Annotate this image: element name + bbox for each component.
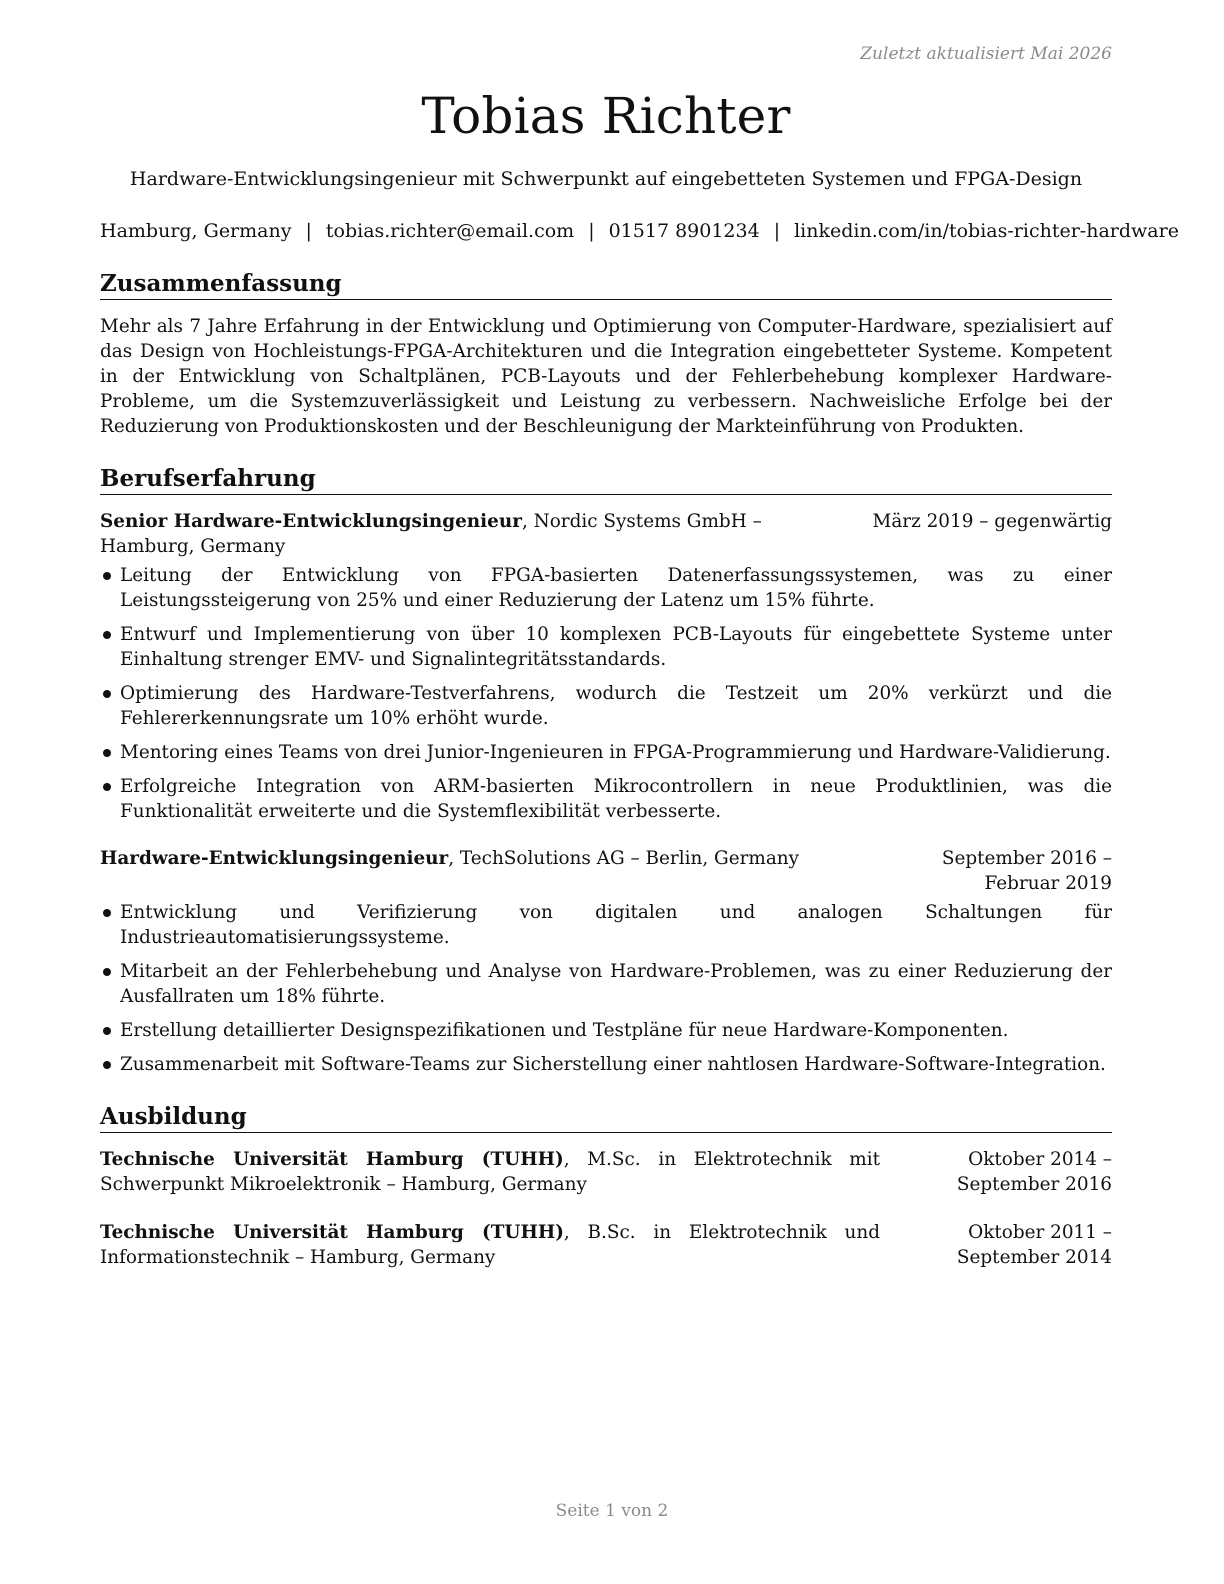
job-bullet-text: Erstellung detaillierter Designspezifikationen und Testpläne für neue Hardware-Komponenten. xyxy=(120,1020,1009,1041)
job-bullet-text: Entwurf und Implementierung von über 10 komplexen PCB-Layouts für eingebettete Systeme unter Einhaltung strenger EMV- und Signalintegritätsstandards. xyxy=(120,624,1112,670)
bullet-icon xyxy=(103,783,111,791)
bullet-icon xyxy=(103,909,111,917)
education-description xyxy=(100,1220,880,1270)
contact-phone[interactable]: 01517 8901234 xyxy=(608,220,760,242)
education-school: Technische Universität Hamburg (TUHH) xyxy=(100,1149,564,1170)
job-title-line xyxy=(100,846,852,871)
contact-location: Hamburg, Germany xyxy=(100,220,292,242)
contact-separator: | xyxy=(305,220,312,242)
job-bullet xyxy=(100,959,1112,1009)
candidate-name: Tobias Richter xyxy=(421,87,791,145)
education-entry xyxy=(100,1147,1112,1197)
education-school: Technische Universität Hamburg (TUHH) xyxy=(100,1222,564,1243)
job-header xyxy=(100,846,1112,896)
job-bullet-text: Leitung der Entwicklung von FPGA-basierten Datenerfassungssystemen, was zu einer Leistungssteigerung von 25% und einer Reduzierung der Latenz um 15% führte. xyxy=(120,565,1112,611)
job-bullet-text: Zusammenarbeit mit Software-Teams zur Sicherstellung einer nahtlosen Hardware-Software-Integration. xyxy=(120,1054,1106,1075)
section-title-education: Ausbildung xyxy=(100,1103,1112,1133)
job-company: , Nordic Systems GmbH – Hamburg, Germany xyxy=(100,511,762,557)
job-bullet-text: Mitarbeit an der Fehlerbehebung und Analyse von Hardware-Problemen, was zu einer Reduzierung der Ausfallraten um 18% führte. xyxy=(120,961,1112,1007)
bullet-icon xyxy=(103,1027,111,1035)
job-dates: September 2016 – Februar 2019 xyxy=(941,848,1112,894)
job-bullet xyxy=(100,1052,1112,1077)
job-bullet xyxy=(100,622,1112,672)
bullet-icon xyxy=(103,749,111,757)
job-bullet xyxy=(100,1018,1112,1043)
summary-text: Mehr als 7 Jahre Erfahrung in der Entwicklung und Optimierung von Computer-Hardware, spezialisiert auf das Design von Hochleistungs-FPGA-Architekturen und die Integration eingebetteter Systeme. Kompetent in der Entwicklung von Schaltplänen, PCB-Layouts und der Fehlerbehebung komplexer Hardware-Probleme, um die Systemzuverlässigkeit und Leistung zu verbessern. Nachweisliche Erfolge bei der Reduzierung von Produktionskosten und der Beschleunigung der Markteinführung von Produkten. xyxy=(100,316,1112,437)
job-company: , TechSolutions AG – Berlin, Germany xyxy=(448,848,800,869)
bullet-icon xyxy=(103,1061,111,1069)
contact-separator: | xyxy=(588,220,595,242)
contact-separator: | xyxy=(773,220,781,242)
job-role: Senior Hardware-Entwicklungsingenieur xyxy=(100,511,522,532)
education-dates: Oktober 2011 – September 2014 xyxy=(956,1222,1112,1268)
job-bullet-list xyxy=(100,563,1112,824)
job-bullet xyxy=(100,563,1112,613)
section-title-summary: Zusammenfassung xyxy=(100,270,1112,300)
job-bullet xyxy=(100,900,1112,950)
section-title-experience: Berufserfahrung xyxy=(100,465,1112,495)
job-bullet-text: Mentoring eines Teams von drei Junior-Ingenieuren in FPGA-Programmierung und Hardware-Validierung. xyxy=(120,742,1111,763)
bullet-icon xyxy=(103,968,111,976)
job-bullet-text: Optimierung des Hardware-Testverfahrens, wodurch die Testzeit um 20% verkürzt und die Fehlererkennungsrate um 10% erhöht wurde. xyxy=(120,683,1112,729)
bullet-icon xyxy=(103,572,111,580)
job-dates: März 2019 – gegenwärtig xyxy=(872,511,1112,532)
bullet-icon xyxy=(103,690,111,698)
education-description xyxy=(100,1147,880,1197)
education-degree: , B.Sc. in Elektrotechnik und Informationstechnik – Hamburg, Germany xyxy=(100,1222,880,1268)
headline: Hardware-Entwicklungsingenieur mit Schwerpunkt auf eingebetteten Systemen und FPGA-Design xyxy=(129,168,1083,190)
education-degree: , M.Sc. in Elektrotechnik mit Schwerpunkt Mikroelektronik – Hamburg, Germany xyxy=(100,1149,881,1195)
job-bullet xyxy=(100,681,1112,731)
contact-linkedin[interactable]: linkedin.com/in/tobias-richter-hardware xyxy=(794,220,1179,242)
education-dates: Oktober 2014 – September 2016 xyxy=(956,1149,1112,1195)
job-role: Hardware-Entwicklungsingenieur xyxy=(100,848,449,869)
contact-line xyxy=(100,218,1179,244)
job-bullet-list xyxy=(100,900,1112,1077)
job-bullet xyxy=(100,740,1112,765)
contact-email[interactable]: tobias.richter@email.com xyxy=(325,220,575,242)
page-number: Seite 1 von 2 xyxy=(555,1501,669,1521)
last-updated-note: Zuletzt aktualisiert Mai 2026 xyxy=(860,44,1112,64)
job-header xyxy=(100,509,1112,559)
job-bullet-text: Entwicklung und Verifizierung von digitalen und analogen Schaltungen für Industrieautomatisierungssysteme. xyxy=(120,902,1112,948)
job-title-line xyxy=(100,509,852,559)
job-bullet xyxy=(100,774,1112,824)
job-bullet-text: Erfolgreiche Integration von ARM-basierten Mikrocontrollern in neue Produktlinien, was die Funktionalität erweiterte und die Systemflexibilität verbesserte. xyxy=(120,776,1112,822)
bullet-icon xyxy=(103,631,111,639)
education-entry xyxy=(100,1220,1112,1270)
